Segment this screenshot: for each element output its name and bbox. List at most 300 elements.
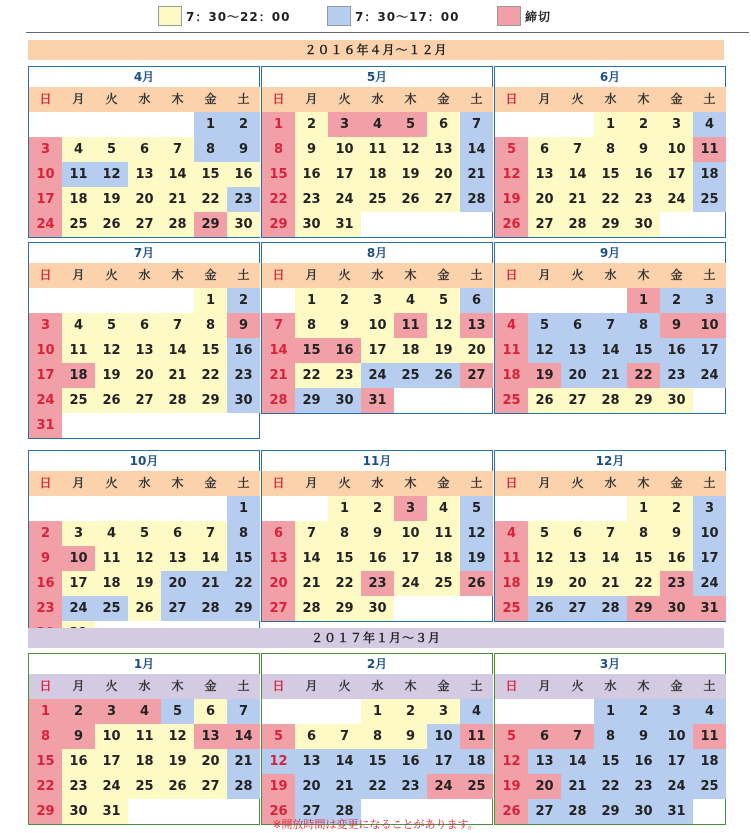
day-cell: 4	[460, 699, 493, 724]
weekday-header: 日	[29, 87, 62, 112]
weekday-header: 水	[361, 263, 394, 288]
weekday-header: 水	[361, 471, 394, 496]
day-cell: 6	[528, 137, 561, 162]
month-title: 2月	[366, 657, 388, 671]
day-cell: 1	[361, 699, 394, 724]
day-cell: 8	[594, 137, 627, 162]
empty-cell	[495, 496, 528, 521]
day-cell: 3	[29, 137, 62, 162]
day-cell: 22	[194, 363, 227, 388]
day-cell: 17	[660, 749, 693, 774]
day-cell: 16	[660, 338, 693, 363]
day-cell: 22	[328, 571, 361, 596]
weekday-header: 土	[460, 263, 493, 288]
day-cell: 31	[361, 388, 394, 413]
weekday-header: 金	[194, 471, 227, 496]
day-cell: 17	[95, 749, 128, 774]
day-cell: 1	[262, 112, 295, 137]
day-cell: 11	[95, 546, 128, 571]
day-cell: 22	[29, 774, 62, 799]
day-cell: 4	[495, 521, 528, 546]
day-cell: 9	[660, 521, 693, 546]
day-cell: 12	[495, 749, 528, 774]
day-cell: 11	[394, 313, 427, 338]
day-cell: 3	[361, 288, 394, 313]
day-cell: 25	[361, 187, 394, 212]
weekday-header: 水	[128, 263, 161, 288]
month-title: 3月	[599, 657, 621, 671]
day-cell: 26	[262, 799, 295, 824]
day-cell: 5	[427, 288, 460, 313]
empty-cell	[161, 112, 194, 137]
empty-cell	[561, 112, 594, 137]
day-cell: 26	[394, 187, 427, 212]
period-header: ２０１７年１月～３月	[28, 628, 724, 648]
empty-cell	[62, 496, 95, 521]
day-cell: 18	[460, 749, 493, 774]
day-cell: 15	[194, 338, 227, 363]
weekday-header: 月	[528, 263, 561, 288]
day-cell: 19	[394, 162, 427, 187]
day-cell: 21	[460, 162, 493, 187]
day-cell: 12	[460, 521, 493, 546]
day-cell: 16	[227, 162, 260, 187]
day-cell: 27	[161, 596, 194, 621]
day-cell: 14	[594, 546, 627, 571]
weekday-header: 月	[295, 263, 328, 288]
day-cell: 30	[627, 212, 660, 237]
month-title: 10月	[129, 454, 159, 468]
day-cell: 14	[295, 546, 328, 571]
day-cell: 20	[295, 774, 328, 799]
day-cell: 29	[594, 799, 627, 824]
day-cell: 13	[528, 749, 561, 774]
weekday-header: 木	[627, 263, 660, 288]
day-cell: 9	[227, 137, 260, 162]
day-cell: 13	[161, 546, 194, 571]
day-cell: 2	[29, 521, 62, 546]
month-calendar	[494, 242, 726, 414]
day-cell: 21	[161, 187, 194, 212]
day-cell: 2	[660, 496, 693, 521]
day-cell: 10	[660, 137, 693, 162]
weekday-header: 木	[161, 674, 194, 699]
day-cell: 29	[262, 212, 295, 237]
day-cell: 30	[660, 596, 693, 621]
day-cell: 5	[262, 724, 295, 749]
weekday-header: 水	[594, 471, 627, 496]
day-cell: 3	[394, 496, 427, 521]
day-cell: 4	[62, 313, 95, 338]
day-cell: 8	[627, 521, 660, 546]
day-cell: 13	[262, 546, 295, 571]
empty-cell	[561, 699, 594, 724]
day-cell: 9	[627, 724, 660, 749]
day-cell: 16	[227, 338, 260, 363]
weekday-header: 水	[594, 87, 627, 112]
day-cell: 15	[328, 546, 361, 571]
weekday-header: 火	[95, 87, 128, 112]
day-cell: 9	[295, 137, 328, 162]
day-cell: 28	[594, 388, 627, 413]
empty-cell	[128, 112, 161, 137]
day-cell: 8	[194, 313, 227, 338]
day-cell: 26	[427, 363, 460, 388]
month-title: 5月	[366, 70, 388, 84]
day-cell: 8	[227, 521, 260, 546]
empty-cell	[262, 288, 295, 313]
weekday-header: 木	[394, 674, 427, 699]
day-cell: 24	[660, 187, 693, 212]
day-cell: 27	[295, 799, 328, 824]
day-cell: 26	[528, 596, 561, 621]
weekday-header: 日	[29, 263, 62, 288]
day-cell: 9	[227, 313, 260, 338]
day-cell: 19	[460, 546, 493, 571]
day-cell: 11	[62, 162, 95, 187]
day-cell: 2	[394, 699, 427, 724]
day-cell: 23	[227, 187, 260, 212]
divider	[26, 32, 749, 33]
day-cell: 26	[95, 388, 128, 413]
day-cell: 12	[427, 313, 460, 338]
weekday-header: 日	[262, 263, 295, 288]
day-cell: 21	[561, 187, 594, 212]
day-cell: 2	[328, 288, 361, 313]
day-cell: 26	[495, 212, 528, 237]
day-cell: 6	[460, 288, 493, 313]
day-grid	[29, 87, 259, 237]
day-cell: 22	[361, 774, 394, 799]
day-cell: 23	[62, 774, 95, 799]
day-cell: 30	[227, 212, 260, 237]
day-cell: 1	[295, 288, 328, 313]
day-cell: 3	[62, 521, 95, 546]
day-cell: 7	[594, 521, 627, 546]
weekday-header: 月	[62, 471, 95, 496]
weekday-header: 日	[495, 471, 528, 496]
empty-cell	[295, 699, 328, 724]
day-cell: 12	[495, 162, 528, 187]
legend-label: 7：30～22：00	[186, 9, 291, 24]
day-cell: 28	[561, 799, 594, 824]
weekday-header: 木	[627, 674, 660, 699]
day-cell: 8	[594, 724, 627, 749]
day-cell: 24	[660, 774, 693, 799]
legend-label: 7：30～17：00	[355, 9, 460, 24]
weekday-header: 月	[62, 263, 95, 288]
day-cell: 12	[95, 338, 128, 363]
day-cell: 10	[29, 162, 62, 187]
day-cell: 4	[495, 313, 528, 338]
weekday-header: 月	[295, 87, 328, 112]
day-cell: 23	[660, 571, 693, 596]
day-cell: 20	[128, 363, 161, 388]
day-cell: 29	[194, 212, 227, 237]
day-cell: 28	[161, 388, 194, 413]
empty-cell	[95, 112, 128, 137]
weekday-header: 火	[561, 471, 594, 496]
day-cell: 25	[495, 388, 528, 413]
weekday-header: 火	[561, 87, 594, 112]
day-cell: 3	[95, 699, 128, 724]
day-grid	[495, 263, 725, 413]
day-cell: 21	[227, 749, 260, 774]
weekday-header: 土	[227, 263, 260, 288]
day-cell: 26	[95, 212, 128, 237]
day-cell: 19	[95, 187, 128, 212]
day-cell: 30	[361, 596, 394, 621]
day-cell: 26	[528, 388, 561, 413]
day-cell: 18	[693, 749, 726, 774]
day-cell: 13	[128, 338, 161, 363]
day-cell: 17	[693, 546, 726, 571]
weekday-header: 日	[495, 674, 528, 699]
day-cell: 25	[460, 774, 493, 799]
day-cell: 24	[693, 363, 726, 388]
weekday-header: 火	[95, 471, 128, 496]
weekday-header: 木	[627, 471, 660, 496]
day-cell: 22	[194, 187, 227, 212]
empty-cell	[495, 699, 528, 724]
day-cell: 3	[660, 699, 693, 724]
legend-item-day	[327, 5, 459, 27]
weekday-header: 土	[227, 674, 260, 699]
day-grid	[262, 263, 492, 413]
day-cell: 5	[394, 112, 427, 137]
day-cell: 1	[29, 699, 62, 724]
empty-cell	[528, 288, 561, 313]
day-cell: 27	[561, 596, 594, 621]
day-cell: 29	[328, 596, 361, 621]
day-cell: 28	[460, 187, 493, 212]
day-cell: 24	[29, 388, 62, 413]
month-calendar	[494, 653, 726, 825]
day-cell: 25	[95, 596, 128, 621]
day-cell: 19	[528, 363, 561, 388]
day-cell: 16	[627, 162, 660, 187]
day-grid	[495, 87, 725, 237]
empty-cell	[62, 112, 95, 137]
weekday-header: 木	[161, 87, 194, 112]
day-cell: 16	[394, 749, 427, 774]
day-cell: 2	[295, 112, 328, 137]
empty-cell	[29, 288, 62, 313]
day-cell: 15	[295, 338, 328, 363]
day-cell: 29	[594, 212, 627, 237]
weekday-header: 木	[394, 263, 427, 288]
day-cell: 18	[361, 162, 394, 187]
weekday-header: 日	[262, 471, 295, 496]
day-cell: 25	[495, 596, 528, 621]
day-cell: 11	[693, 724, 726, 749]
day-cell: 24	[693, 571, 726, 596]
day-cell: 12	[95, 162, 128, 187]
weekday-header: 月	[295, 674, 328, 699]
weekday-header: 火	[328, 87, 361, 112]
day-cell: 12	[128, 546, 161, 571]
day-cell: 25	[693, 774, 726, 799]
day-cell: 13	[561, 546, 594, 571]
day-cell: 27	[561, 388, 594, 413]
day-cell: 17	[693, 338, 726, 363]
month-calendar	[494, 66, 726, 238]
day-cell: 7	[227, 699, 260, 724]
day-cell: 19	[262, 774, 295, 799]
day-cell: 7	[161, 137, 194, 162]
month-calendar	[28, 242, 260, 439]
day-grid	[29, 471, 259, 646]
day-cell: 13	[528, 162, 561, 187]
day-cell: 5	[528, 521, 561, 546]
day-cell: 31	[328, 212, 361, 237]
day-cell: 6	[194, 699, 227, 724]
month-calendar	[28, 450, 260, 647]
day-cell: 14	[227, 724, 260, 749]
weekday-header: 日	[262, 87, 295, 112]
day-cell: 8	[328, 521, 361, 546]
day-cell: 9	[29, 546, 62, 571]
weekday-header: 月	[528, 87, 561, 112]
day-cell: 26	[460, 571, 493, 596]
empty-cell	[528, 496, 561, 521]
weekday-header: 日	[29, 471, 62, 496]
legend-item-evening	[158, 5, 290, 27]
weekday-header: 金	[427, 263, 460, 288]
day-cell: 31	[693, 596, 726, 621]
day-cell: 2	[361, 496, 394, 521]
day-cell: 18	[95, 571, 128, 596]
day-cell: 10	[95, 724, 128, 749]
day-cell: 27	[128, 212, 161, 237]
day-cell: 19	[95, 363, 128, 388]
weekday-header: 水	[128, 471, 161, 496]
day-cell: 28	[161, 212, 194, 237]
day-cell: 29	[227, 596, 260, 621]
day-cell: 11	[128, 724, 161, 749]
day-cell: 2	[627, 699, 660, 724]
day-cell: 7	[561, 724, 594, 749]
day-cell: 1	[227, 496, 260, 521]
day-cell: 31	[29, 413, 62, 438]
day-cell: 17	[62, 571, 95, 596]
weekday-header: 水	[361, 87, 394, 112]
weekday-header: 金	[194, 87, 227, 112]
weekday-header: 金	[427, 674, 460, 699]
day-cell: 26	[128, 596, 161, 621]
weekday-header: 火	[95, 263, 128, 288]
day-cell: 16	[295, 162, 328, 187]
month-title: 4月	[133, 70, 155, 84]
day-cell: 20	[460, 338, 493, 363]
day-cell: 18	[62, 363, 95, 388]
legend-swatch-yellow	[158, 6, 182, 26]
day-cell: 12	[528, 338, 561, 363]
day-grid	[495, 674, 725, 824]
day-cell: 3	[660, 112, 693, 137]
day-cell: 20	[194, 749, 227, 774]
day-cell: 9	[62, 724, 95, 749]
day-cell: 8	[29, 724, 62, 749]
day-cell: 4	[693, 112, 726, 137]
day-cell: 24	[95, 774, 128, 799]
month-calendar	[28, 66, 260, 238]
day-cell: 4	[62, 137, 95, 162]
weekday-header: 月	[528, 471, 561, 496]
empty-cell	[161, 496, 194, 521]
day-cell: 25	[62, 212, 95, 237]
day-cell: 20	[561, 571, 594, 596]
weekday-header: 土	[693, 87, 726, 112]
day-cell: 4	[361, 112, 394, 137]
day-cell: 25	[62, 388, 95, 413]
weekday-header: 土	[227, 471, 260, 496]
empty-cell	[128, 288, 161, 313]
day-cell: 20	[561, 363, 594, 388]
month-title: 6月	[599, 70, 621, 84]
month-calendar	[261, 450, 493, 622]
day-cell: 23	[627, 774, 660, 799]
weekday-header: 水	[594, 674, 627, 699]
weekday-header: 土	[227, 87, 260, 112]
day-cell: 23	[295, 187, 328, 212]
day-cell: 16	[328, 338, 361, 363]
day-cell: 5	[495, 724, 528, 749]
day-cell: 24	[361, 363, 394, 388]
day-cell: 10	[660, 724, 693, 749]
weekday-header: 月	[528, 674, 561, 699]
day-cell: 19	[495, 774, 528, 799]
day-cell: 15	[627, 546, 660, 571]
day-cell: 6	[161, 521, 194, 546]
day-cell: 21	[594, 363, 627, 388]
day-cell: 18	[62, 187, 95, 212]
day-cell: 21	[328, 774, 361, 799]
day-cell: 8	[262, 137, 295, 162]
weekday-header: 土	[460, 471, 493, 496]
day-cell: 10	[328, 137, 361, 162]
day-cell: 2	[227, 288, 260, 313]
day-cell: 27	[528, 212, 561, 237]
day-cell: 29	[627, 596, 660, 621]
day-cell: 22	[262, 187, 295, 212]
day-grid	[262, 674, 492, 824]
day-cell: 7	[328, 724, 361, 749]
day-cell: 17	[394, 546, 427, 571]
day-cell: 14	[594, 338, 627, 363]
month-calendar	[261, 66, 493, 238]
day-cell: 6	[262, 521, 295, 546]
day-cell: 18	[128, 749, 161, 774]
weekday-header: 火	[328, 263, 361, 288]
day-cell: 13	[460, 313, 493, 338]
day-cell: 29	[627, 388, 660, 413]
day-grid	[29, 674, 259, 824]
day-cell: 11	[361, 137, 394, 162]
day-grid	[262, 87, 492, 237]
month-calendar	[28, 653, 260, 825]
day-grid	[29, 263, 259, 438]
weekday-header: 火	[561, 263, 594, 288]
day-cell: 21	[262, 363, 295, 388]
weekday-header: 月	[62, 674, 95, 699]
day-cell: 18	[495, 571, 528, 596]
day-cell: 17	[361, 338, 394, 363]
day-cell: 12	[394, 137, 427, 162]
day-cell: 17	[29, 363, 62, 388]
day-cell: 28	[561, 212, 594, 237]
day-cell: 5	[460, 496, 493, 521]
